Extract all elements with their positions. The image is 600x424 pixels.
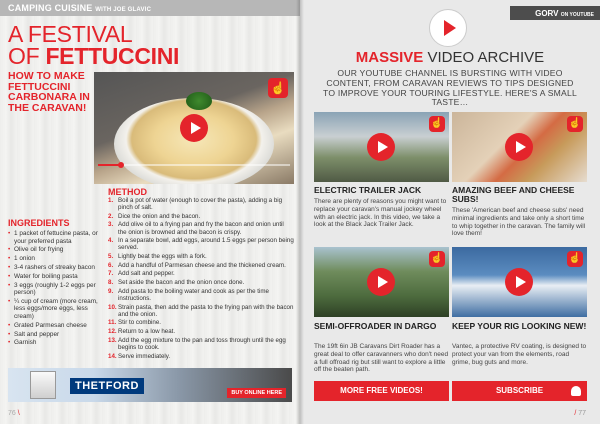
step-number: 1.: [108, 197, 114, 204]
section-name: CAMPING CUISINE WITH JOE GLAVIC: [8, 3, 152, 13]
article-subtitle: HOW TO MAKE FETTUCCINI CARBONARA IN THE CARAVAN!: [8, 70, 90, 114]
video-progress-handle[interactable]: [118, 162, 124, 168]
ingredient-item: • 3 eggs (roughly 1-2 eggs per person): [8, 282, 100, 297]
step-text: Dice the onion and the bacon.: [118, 212, 201, 220]
ingredient-item: • Garnish: [8, 339, 100, 347]
method-heading: METHOD: [108, 187, 147, 197]
herb-garnish-image: [186, 92, 212, 110]
step-number: 13.: [108, 336, 117, 344]
method-step: [108, 279, 294, 286]
step-text: Set aside the bacon and the onion once done.: [118, 279, 245, 287]
card-text: The 19ft 6in JB Caravans Dirt Roader has a great deal to offer caravanners who don't need a full offroad rig but still want to explore a little off the beaten path.: [314, 343, 449, 374]
ad-brand-logo: THETFORD: [70, 378, 144, 394]
ingredient-item: • 1 onion: [8, 255, 100, 263]
youtube-play-icon: [429, 9, 467, 47]
step-number: 3.: [108, 221, 114, 229]
ingredients-list: [8, 230, 100, 348]
step-text: Add olive oil to a frying pan and fry the bacon and onion until the onion is browned and the bacon is crispy.: [118, 221, 284, 236]
article-title: [8, 23, 179, 67]
method-step: [108, 197, 294, 211]
video-archive-headline: MASSIVE VIDEO ARCHIVE: [355, 49, 545, 66]
ingredient-item: • Grated Parmesan cheese: [8, 322, 100, 330]
card-text: These 'American beef and cheese subs' need minimal ingredients and take only a short time to whip together in the caravan. The family will love them!: [452, 207, 586, 238]
play-icon[interactable]: [367, 133, 395, 161]
step-text: Strain pasta, then add the pasta to the frying pan with the bacon and the onion.: [118, 303, 294, 318]
video-thumb-vantec[interactable]: [452, 247, 587, 317]
step-text: Return to a low heat.: [118, 328, 176, 336]
video-thumb-semi-offroader[interactable]: [314, 247, 449, 317]
recipe-video[interactable]: [94, 72, 294, 184]
method-step: [108, 288, 294, 302]
ingredient-item: • Water for boiling pasta: [8, 273, 100, 281]
step-number: 9.: [108, 287, 114, 295]
touch-icon: ☝: [567, 116, 583, 132]
intro-text: OUR YOUTUBE CHANNEL IS BURSTING WITH VIDEO CONTENT, FROM CARAVAN REVIEWS TO TIPS DESIGNED TO IMPROVE YOUR TOURING LIFESTYLE. HERE'S A SMALL TASTE…: [323, 68, 577, 108]
touch-icon: ☝: [429, 116, 445, 132]
step-text: In a separate bowl, add eggs, around 1.5 eggs per person being served.: [118, 237, 294, 252]
step-text: Boil a pot of water (enough to cover the pasta), adding a big pinch of salt.: [118, 197, 283, 212]
method-step: [108, 319, 294, 326]
step-number: 7.: [108, 270, 114, 278]
ingredient-item: • ¼ cup of cream (more cream, less eggs/more eggs, less cream): [8, 298, 100, 321]
step-text: Add the egg mixture to the pan and toss through until the egg begins to cook.: [118, 336, 286, 351]
step-number: 6.: [108, 261, 114, 269]
step-text: Add pasta to the boiling water and cook as per the time instructions.: [118, 287, 269, 302]
step-number: 12.: [108, 328, 117, 336]
section-header-right: GORV ON YOUTUBE: [510, 6, 600, 20]
thetford-ad[interactable]: [8, 368, 292, 402]
video-thumb-trailer-jack[interactable]: [314, 112, 449, 182]
step-number: 11.: [108, 319, 117, 327]
play-icon[interactable]: [505, 268, 533, 296]
method-list: [108, 197, 294, 361]
method-step: [108, 213, 294, 220]
step-text: Lightly beat the eggs with a fork.: [118, 253, 207, 261]
ingredient-item: • 1 packet of fettucine pasta, or your preferred pasta: [8, 230, 100, 245]
step-number: 5.: [108, 253, 114, 261]
method-step: [108, 221, 294, 235]
method-step: [108, 304, 294, 318]
card-title: AMAZING BEEF AND CHEESE SUBS!: [452, 185, 575, 205]
buy-online-button[interactable]: BUY ONLINE HERE: [227, 388, 286, 398]
step-number: 8.: [108, 279, 114, 287]
more-free-videos-button[interactable]: MORE FREE VIDEOS!: [314, 381, 449, 401]
ingredient-item: • Salt and pepper: [8, 331, 100, 339]
method-step: [108, 328, 294, 335]
play-icon[interactable]: [367, 268, 395, 296]
card-title: KEEP YOUR RIG LOOKING NEW!: [452, 321, 587, 331]
method-step: [108, 270, 294, 277]
page-number-right: / 77: [574, 410, 586, 417]
ingredient-item: • 3-4 rashers of streaky bacon: [8, 264, 100, 272]
touch-icon: ☝: [268, 78, 288, 98]
right-page: [300, 0, 600, 424]
card-text: Vantec, a protective RV coating, is designed to protect your van from the elements, road grime, bug guts and more.: [452, 343, 587, 366]
title-line-1: A FESTIVAL: [8, 21, 133, 47]
touch-icon: ☝: [567, 251, 583, 267]
bell-icon: [571, 386, 581, 396]
spine-shadow: [296, 0, 304, 424]
byline: WITH JOE GLAVIC: [95, 7, 152, 13]
video-progress-bar[interactable]: [98, 164, 290, 166]
page-number-left: 76 \: [8, 410, 20, 417]
subscribe-button[interactable]: SUBSCRIBE: [452, 381, 587, 401]
title-line-2: OF FETTUCCINI: [8, 43, 180, 69]
touch-icon: ☝: [429, 251, 445, 267]
card-title: SEMI-OFFROADER IN DARGO: [314, 321, 437, 331]
section-header: [0, 0, 300, 16]
method-step: [108, 253, 294, 260]
step-number: 4.: [108, 237, 114, 245]
card-title: ELECTRIC TRAILER JACK: [314, 185, 422, 195]
method-step: [108, 337, 294, 351]
step-text: Stir to combine.: [118, 319, 161, 327]
card-text: There are plenty of reasons you might want to replace your caravan's manual jockey wheel with an electric jack. In this video, we take a look at the Black Jack Trailer Jack.: [314, 198, 447, 229]
step-number: 14.: [108, 352, 117, 360]
step-number: 10.: [108, 303, 117, 311]
toilet-product-image: [30, 371, 56, 399]
play-icon[interactable]: [180, 114, 208, 142]
play-icon[interactable]: [505, 133, 533, 161]
title-highlight: FETTUCCINI: [45, 43, 180, 69]
method-step: [108, 262, 294, 269]
method-step: [108, 353, 294, 360]
video-thumb-beef-subs[interactable]: [452, 112, 587, 182]
ingredients-heading: INGREDIENTS: [8, 218, 70, 228]
step-text: Serve immediately.: [118, 352, 171, 360]
step-text: Add a handful of Parmesan cheese and the thickened cream.: [118, 261, 286, 269]
step-number: 2.: [108, 212, 114, 220]
ingredient-item: • Olive oil for frying: [8, 246, 100, 254]
method-step: [108, 237, 294, 251]
step-text: Add salt and pepper.: [118, 270, 175, 278]
